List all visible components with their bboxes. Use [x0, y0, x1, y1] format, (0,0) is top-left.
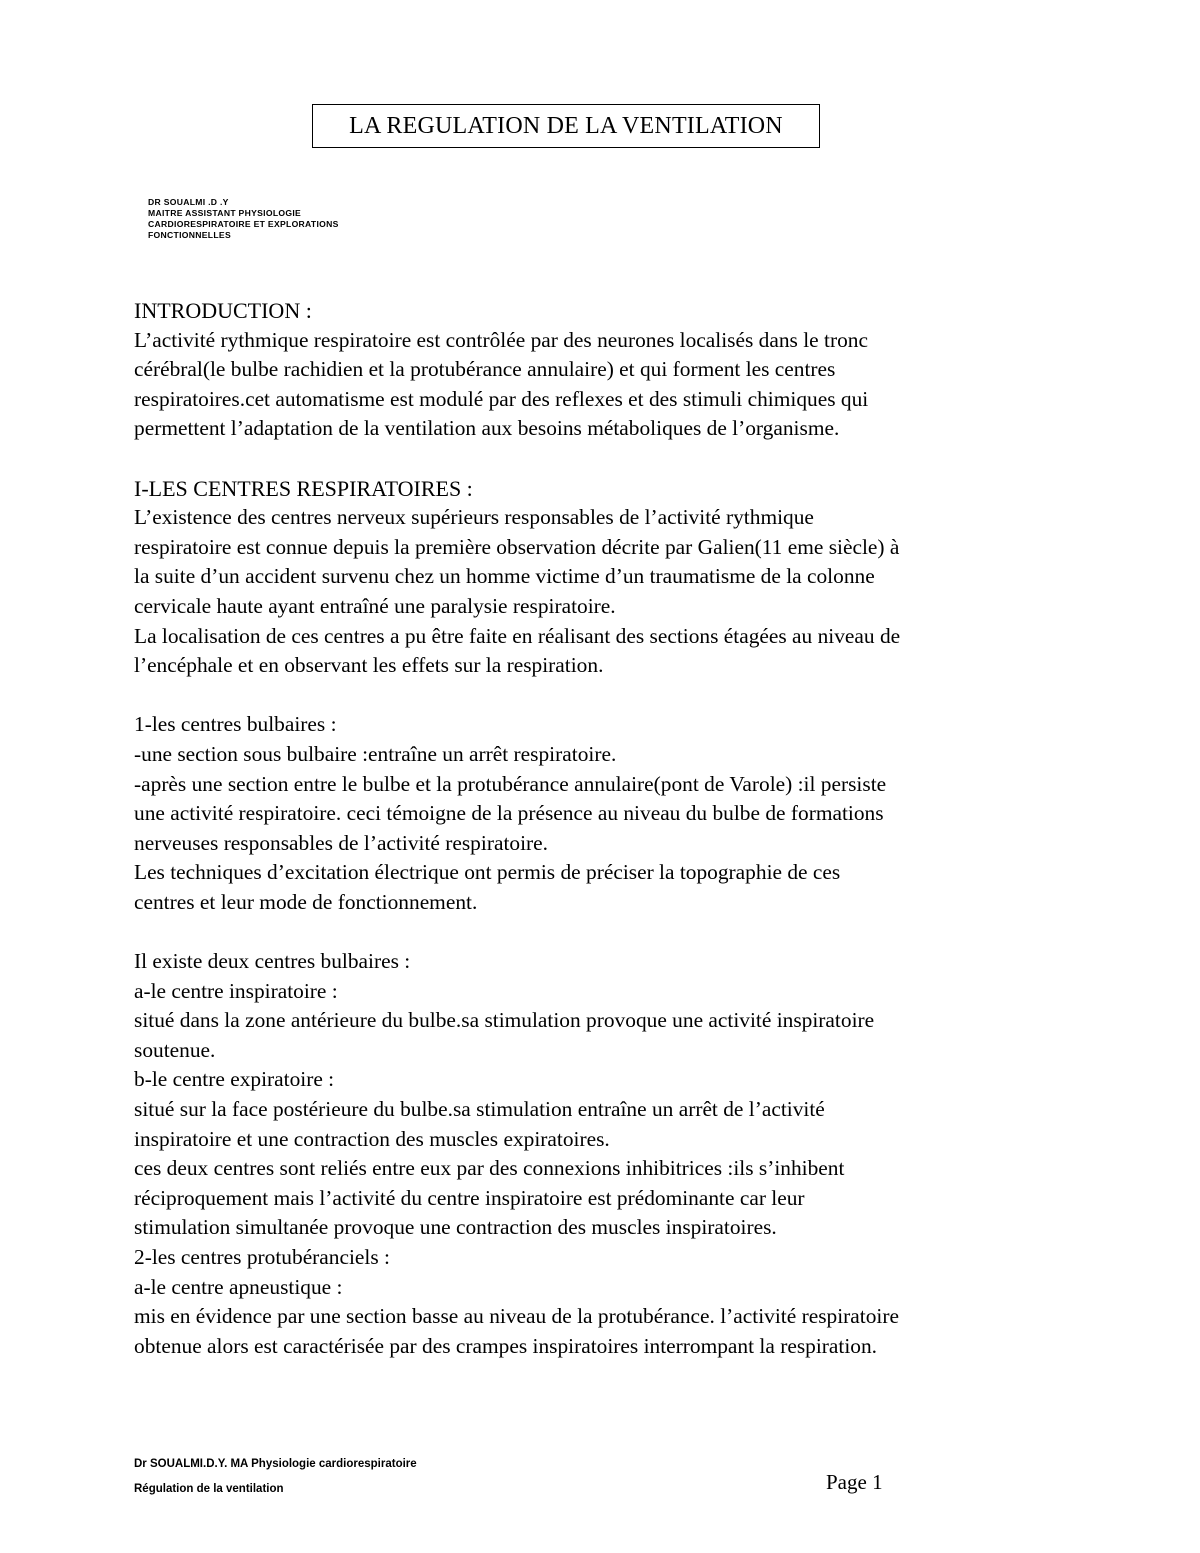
- author-block: [148, 197, 339, 241]
- subsection-heading: 1-les centres bulbaires :: [134, 712, 337, 737]
- intro-heading: INTRODUCTION :: [134, 298, 312, 323]
- page-footer: [134, 1452, 417, 1502]
- author-line: CARDIORESPIRATOIRE ET EXPLORATIONS: [148, 219, 339, 229]
- author-line: MAITRE ASSISTANT PHYSIOLOGIE: [148, 208, 302, 218]
- document-title: LA REGULATION DE LA VENTILATION: [312, 104, 820, 148]
- body-line: Les techniques d’excitation électrique ont permis de préciser la topographie de ces: [134, 860, 841, 885]
- body-line: L’activité rythmique respiratoire est contrôlée par des neurones localisés dans le tronc: [134, 327, 868, 352]
- body-line: Il existe deux centres bulbaires :: [134, 949, 411, 974]
- document-body: [134, 296, 1074, 1361]
- footer-author: Dr SOUALMI.D.Y. MA Physiologie cardiorespiratoire: [134, 1458, 417, 1470]
- body-line: inspiratoire et une contraction des muscles expiratoires.: [134, 1126, 610, 1151]
- section-heading: I-LES CENTRES RESPIRATOIRES :: [134, 475, 473, 501]
- body-line: La localisation de ces centres a pu être faite en réalisant des sections étagées au niveau de: [134, 623, 901, 648]
- subsection-heading: a-le centre inspiratoire :: [134, 978, 338, 1003]
- subsection-heading: a-le centre apneustique :: [134, 1274, 343, 1299]
- body-line: situé sur la face postérieure du bulbe.sa stimulation entraîne un arrêt de l’activité: [134, 1097, 825, 1122]
- body-line: obtenue alors est caractérisée par des crampes inspiratoires interrompant la respiration.: [134, 1333, 878, 1358]
- author-line: DR SOUALMI .D .Y: [148, 197, 229, 207]
- body-line: réciproquement mais l’activité du centre inspiratoire est prédominante car leur: [134, 1185, 805, 1210]
- body-line: situé dans la zone antérieure du bulbe.sa stimulation provoque une activité inspiratoire: [134, 1008, 875, 1033]
- body-line: centres et leur mode de fonctionnement.: [134, 889, 478, 914]
- body-line: -une section sous bulbaire :entraîne un arrêt respiratoire.: [134, 741, 617, 766]
- body-line: cervicale haute ayant entraîné une paralysie respiratoire.: [134, 593, 616, 618]
- body-line: permettent l’adaptation de la ventilation aux besoins métaboliques de l’organisme.: [134, 416, 840, 441]
- body-line: L’existence des centres nerveux supérieurs responsables de l’activité rythmique: [134, 505, 814, 530]
- body-line: une activité respiratoire. ceci témoigne de la présence au niveau du bulbe de formations: [134, 801, 884, 826]
- body-line: cérébral(le bulbe rachidien et la protubérance annulaire) et qui forment les centres: [134, 357, 836, 382]
- body-line: nerveuses responsables de l’activité respiratoire.: [134, 830, 548, 855]
- subsection-heading: b-le centre expiratoire :: [134, 1067, 335, 1092]
- subsection-heading: 2-les centres protubéranciels :: [134, 1245, 390, 1269]
- author-line: FONCTIONNELLES: [148, 230, 231, 240]
- body-line: respiratoires.cet automatisme est modulé par des reflexes et des stimuli chimiques qui: [134, 386, 869, 411]
- body-line: la suite d’un accident survenu chez un homme victime d’un traumatisme de la colonne: [134, 564, 875, 589]
- body-line: respiratoire est connue depuis la première observation décrite par Galien(11 eme siècle) à: [134, 534, 900, 559]
- body-line: mis en évidence par une section basse au niveau de la protubérance. l’activité respiratoire: [134, 1304, 899, 1329]
- body-line: soutenue.: [134, 1037, 216, 1062]
- footer-title: Régulation de la ventilation: [134, 1483, 284, 1495]
- body-line: l’encéphale et en observant les effets sur la respiration.: [134, 653, 604, 678]
- page-number: Page 1: [826, 1470, 883, 1494]
- body-line: -après une section entre le bulbe et la protubérance annulaire(pont de Varole) :il persiste: [134, 771, 887, 796]
- body-line: ces deux centres sont reliés entre eux par des connexions inhibitrices :ils s’inhibent: [134, 1156, 845, 1181]
- body-line: stimulation simultanée provoque une contraction des muscles inspiratoires.: [134, 1215, 777, 1240]
